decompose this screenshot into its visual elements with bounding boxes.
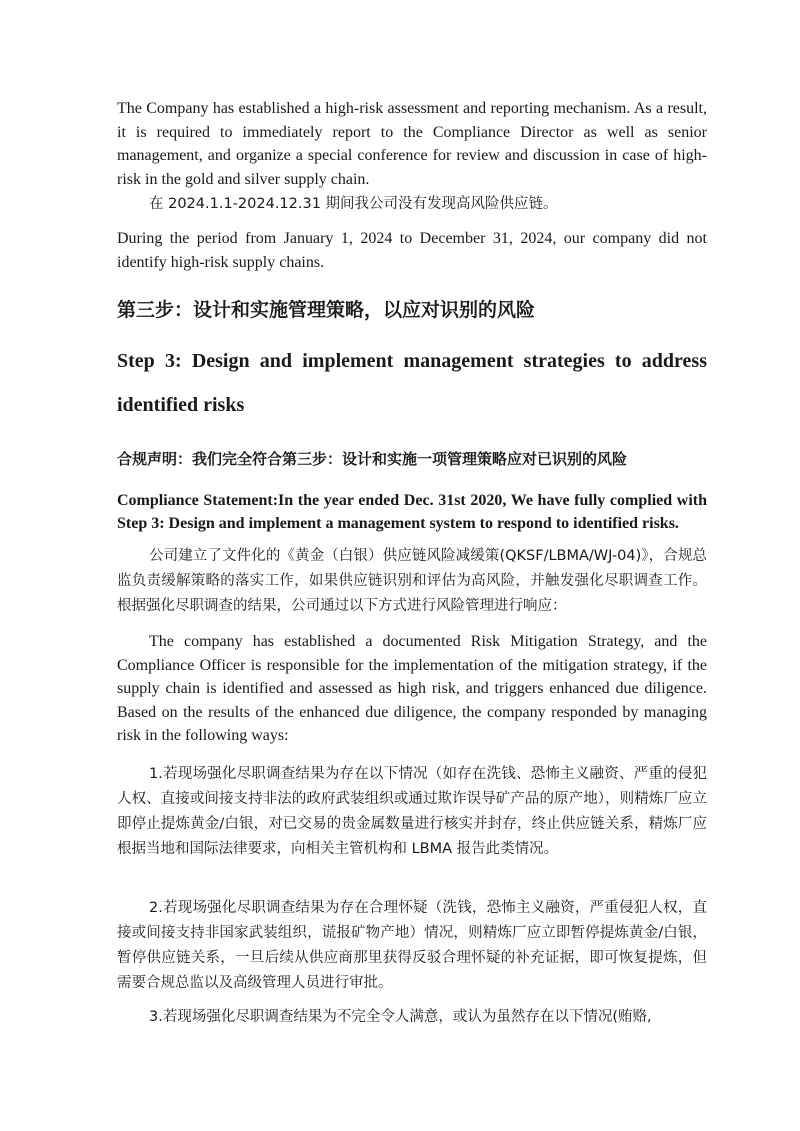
compliance-statement-en: Compliance Statement:In the year ended Dec. 31st 2020, We have fully complied with Step 3: Design and implement a management system to respond to identified risks. xyxy=(117,492,707,532)
list-item-3: 3.若现场强化尽职调查结果为不完全令人满意，或认为虽然存在以下情况(贿赂, xyxy=(149,1009,652,1025)
step3-heading-en: Step 3: Design and implement management strategies to address identified risks xyxy=(117,350,707,416)
list-item-1: 1.若现场强化尽职调查结果为存在以下情况（如存在洗钱、恐怖主义融资、严重的侵犯人权、直接或间接支持非法的政府武装组织或通过欺诈误导矿产品的原产地），则精炼厂应立即停止提炼黄金/白银，对已交易的贵金属数量进行核实并封存，终止供应链关系，精炼厂应根据当地和国际法律要求，向相关主管机构和 LBMA 报告此类情况。 xyxy=(117,766,707,857)
compliance-statement-zh: 合规声明：我们完全符合第三步：设计和实施一项管理策略应对已识别的风险 xyxy=(117,450,628,468)
paragraph-no-high-risk-zh: 在 2024.1.1-2024.12.31 期间我公司没有发现高风险供应链。 xyxy=(149,196,558,212)
risk-strategy-body-zh: 公司建立了文件化的《黄金（白银）供应链风险减缓策(QKSF/LBMA/WJ-04)》，合规总监负责缓解策略的落实工作，如果供应链识别和评估为高风险，并触发强化尽职调查工作。根据强化尽职调查的结果，公司通过以下方式进行风险管理进行响应： xyxy=(117,548,707,614)
list-item-2: 2.若现场强化尽职调查结果为存在合理怀疑（洗钱，恐怖主义融资，严重侵犯人权，直接或间接支持非国家武装组织，谎报矿物产地）情况，则精炼厂应立即暂停提炼黄金/白银，暂停供应链关系，一旦后续从供应商那里获得反驳合理怀疑的补充证据，即可恢复提炼，但需要合规总监以及高级管理人员进行审批。 xyxy=(117,900,707,991)
risk-strategy-body-en: The company has established a documented Risk Mitigation Strategy, and the Compliance Officer is responsible for the implementation of the mitigation strategy, if the supply chain is identified and assessed as high risk, and triggers enhanced due diligence. Based on the results of the enhanced due diligence, the company responded by managing risk in the following ways: xyxy=(117,633,707,744)
paragraph-no-high-risk-en: During the period from January 1, 2024 to December 31, 2024, our company did not identify high-risk supply chains. xyxy=(117,230,707,271)
paragraph-risk-mechanism-en: The Company has established a high-risk assessment and reporting mechanism. As a result, it is required to immediately report to the Compliance Director as well as senior management, and organize a special conference for review and discussion in case of high-risk in the gold and silver supply chain. xyxy=(117,100,707,188)
step3-heading-zh: 第三步：设计和实施管理策略，以应对识别的风险 xyxy=(117,299,536,321)
